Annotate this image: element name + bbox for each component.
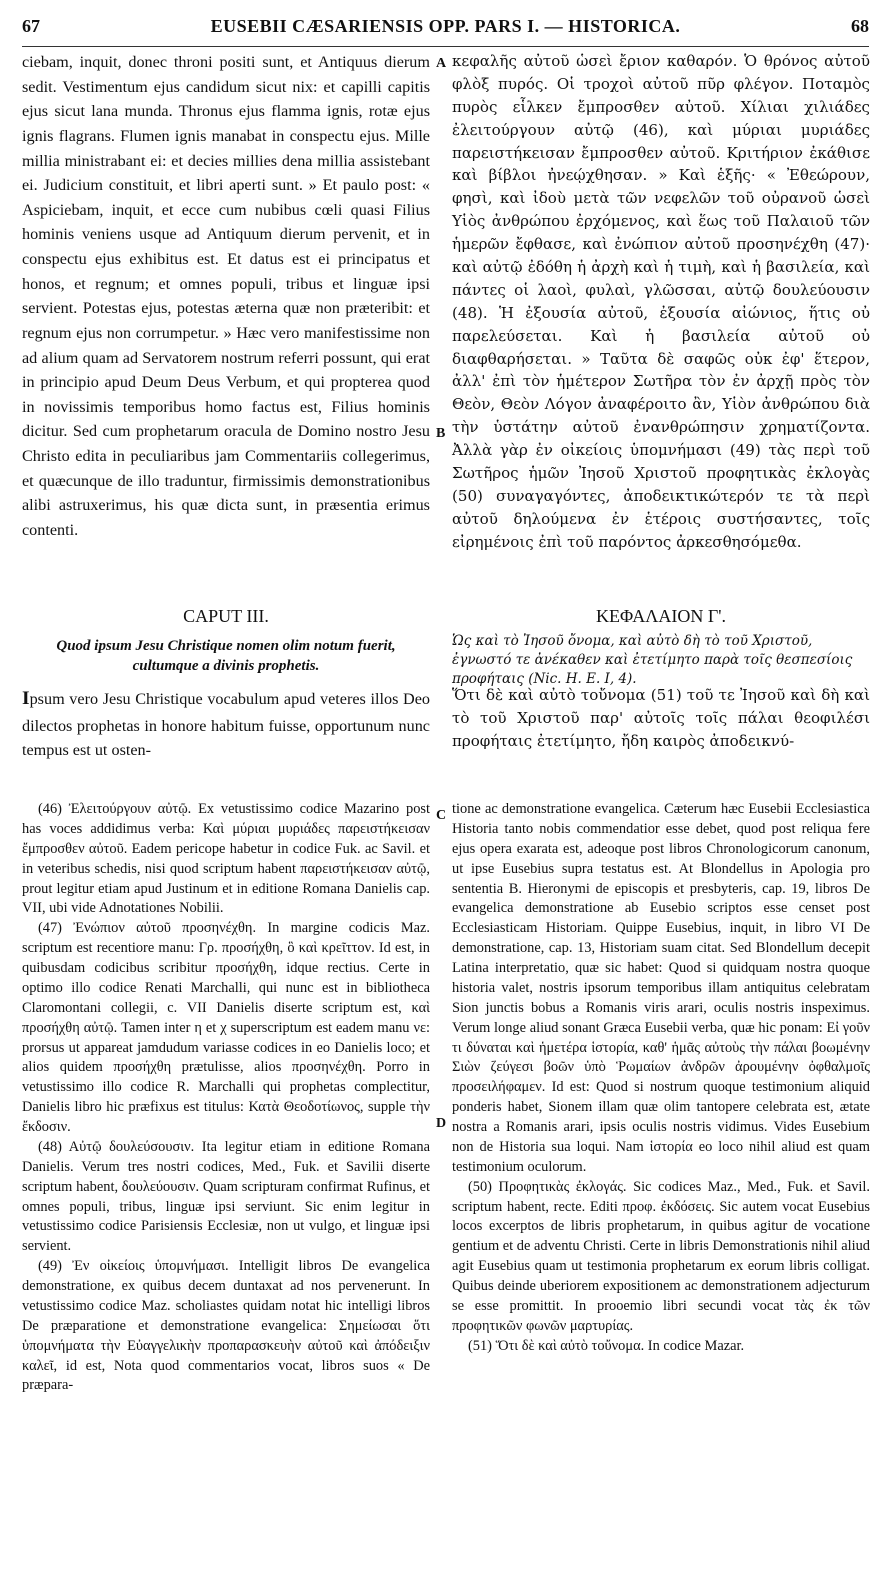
margin-marker-c: C xyxy=(436,808,447,823)
margin-marker-a: A xyxy=(436,56,447,71)
footnote-47: (47) Ἐνώπιον αὐτοῦ προσηνέχθη. In margine codicis Maz. scriptum est recentiore manu: Γρ. προσήχθη, ὃ καὶ κρεῖττον. Id est, in quibusdam codicibus scribitur προσήχθη, idque rectius. Certe in optimo illo codice Renati Marchalli, qui nunc est in bibliotheca Claromontani collegii, c. VII Danielis diserte scriptum est, καὶ προσήχθη αὐτῷ. Tamen inter η et χ superscriptum est eadem manu νε: prorsus ut appareat jamdudum variasse codices in eo Danielis loco; et alios quidem προσήχθη prætulisse, alios προσηνέχθη. Porro in vetustissimo illo codice R. Marchalli qui prophetas complectitur, Danielis libro hic præfixus est titulus: Κατὰ Θεοδοτίωνος, supple τὴν ἔκδοσιν. xyxy=(22,920,430,1135)
footnote-50: (50) Προφητικὰς ἐκλογάς. Sic codices Maz., Med., Fuk. et Savil. scriptum habent, recte. Editi προφ. ἐκδόσεις. Sic autem vocat Eusebius locos excerptos de libris prophetarum, in quibus agitur de vocatione gentium et de adventu Christi. Certe in libris Demonstrationis nihil aliud agit Eusebius quam ut testimonia prophetarum ex eorum libris colligat. Quibus deinde uberiorem expositionem ac demonstrationem adjecturum se esse promittit. In prooemio libri secundi vocat τὰς ἐκ τῶν προφητικῶν φωνῶν μαρτυρίας. xyxy=(452,1178,870,1334)
caput-body-greek xyxy=(452,684,870,753)
footnote-48: (48) Αὐτῷ δουλεύσουσιν. Ita legitur etiam in editione Romana Danielis. Verum tres nostri codices, Med., Fuk. et Savilii diserte scriptum habent, δουλεύουσιν. Quam scripturam confirmat Rufinus, et omnes populi, tribus, linguæ ipsi serviunt. Sic enim legitur in vetustissimo codice Parisiensis Ecclesiæ, non ut vulgo, et linguæ ipsi servient. xyxy=(22,1138,430,1255)
latin-paragraph: ciebam, inquit, donec throni positi sunt, et Antiquus dierum sedit. Vestimentum ejus candidum sicut nix: et capilli capitis ejus sicut lana munda. Thronus ejus flamma ignis, rotæ ejus ignis flagrans. Flumen ignis manabat in conspectu ejus. Mille millia ministrabant ei: et decies millies dena millia assistebant ei. Judicium constituit, et libri aperti sunt. » Et paulo post: « Aspiciebam, inquit, et ecce cum nubibus cœli quasi Filius hominis veniens usque ad Antiquum dierum pervenit, et in conspectu ejus exhibitus est. Et datus est ei principatus et honos, et regnum; et omnes populi, tribus et linguæ ipsi servient. Potestas ejus, potestas æterna quæ non præteribit: et regnum ejus non corrumpetur. » Hæc vero manifestissime non ad alium quam ad Servatorem nostrum referri possunt, qui erat in principio apud Deum Deus Verbum, et qui propterea quod in novissimis temporibus homo factus est, Filius hominis dicitur. Sed cum prophetarum oracula de Domino nostro Jesu Christo edita in peculiaribus jam Commentariis collegerimus, et quæcunque de illo traduntur, firmissimis demonstrationibus alibi astruxerimus, his quæ dicta sunt, in præsentia erimus contenti. xyxy=(22,53,430,539)
footnotes-right xyxy=(452,800,870,1357)
caput-body-latin-text: psum vero Jesu Christique vocabulum apud veteres illos Deo dilectos prophetas in honore habitum fuisse, opportunum nunc tempus est ut osten- xyxy=(22,690,430,760)
footnote-49-continued: tione ac demonstratione evangelica. Cæterum hæc Eusebii Ecclesiastica Historia tanto nobis commendatior esse debet, quod post reliqua fere ejus opera exarata est, adeoque post libros Chronologicorum canonum, ut ipse Eusebius supra testatus est. At Blondellus in Apologia pro sententia B. Hieronymi de episcopis et presbyteris, cap. 19, libros De evangelica demonstratione ab Eusebio scriptos esse censet post Ecclesiasticam Historiam. Quippe Eusebius, inquit, in libro VI De demonstratione, cap. 13, Historiam suam citat. Sed Blondellum decepit Latina interpretatio, quæ sic habet: Quod si quidquam nostra quoque historia valet, nostris ipsorum temporibus illam antiquitus celebratam Sion junctis bobus a Romanis viris arari, oculis nostris inspeximus. Verum longe aliud sonant Græca Eusebii verba, quæ hic ponam: Εἰ γοῦν τι δύναται καὶ ἡμετέρα ἱστορία, καθ' ἡμᾶς αὐτοὺς τὴν πάλαι βοωμένην Σιὼν ζεύγεσι βοῶν ὑπὸ Ῥωμαίων ἀνδρῶν ἀρουμένην ὀφθαλμοῖς προσειλήφαμεν. Id est: Quod si nostrum quoque testimonium aliquid ponderis habet, Sionem illam quæ olim tantopere celebrata est, ætate nostra a Romanis arari, ipsis oculis nostris vidimus. Vides Eusebium non de Historia sua loqui. Nam ἱστορία eo loco nihil aliud est quam testimonium oculorum. xyxy=(452,801,870,1175)
footnotes-left xyxy=(22,800,430,1396)
caput-heading-latin: CAPUT III. xyxy=(183,606,269,626)
drop-cap: I xyxy=(22,688,30,709)
caput-subtitle-latin: Quod ipsum Jesu Christique nomen olim notum fuerit, cultumque a divinis prophetis. xyxy=(56,638,396,675)
margin-marker-d: D xyxy=(436,1116,447,1131)
caput-subtitle-greek: Ὡς καὶ τὸ Ἰησοῦ ὄνομα, καὶ αὐτὸ δὴ τὸ τοῦ Χριστοῦ, ἐγνωστό τε ἀνέκαθεν καὶ ἐτετίμητο παρὰ τοῖς θεσπεσίοις προφήταις (Nic. H. E. I, 4). xyxy=(452,633,853,687)
running-title: EUSEBII CÆSARIENSIS OPP. PARS I. — HISTORICA. xyxy=(210,16,681,36)
caput-body-latin xyxy=(22,684,430,763)
left-page-number: 67 xyxy=(22,16,40,36)
latin-text-top xyxy=(22,50,430,543)
caput-heading-greek: ΚΕΦΑΛΑΙΟΝ Γ'. xyxy=(596,606,726,626)
right-page-number: 68 xyxy=(850,16,869,36)
page-header xyxy=(22,16,869,47)
greek-text-top xyxy=(452,50,870,554)
footnote-46: (46) Ἐλειτούργουν αὐτῷ. Ex vetustissimo codice Mazarino post has voces addidimus verba: Καὶ μύριαι μυριάδες παρειστήκεισαν ἔμπροσθεν αὐτοῦ. Eadem pericope habetur in codice Fuk. ac Savil. et in veteribus schedis, nisi quod scriptum habent παρειστήκεισαν αὐτῷ, prout legitur etiam apud Justinum et in editione Romana Danielis cap. VII, ubi vide Adnotationes Nobilii. xyxy=(22,801,430,917)
greek-paragraph: κεφαλῆς αὐτοῦ ὡσεὶ ἔριον καθαρόν. Ὁ θρόνος αὐτοῦ φλὸξ πυρός. Οἱ τροχοὶ αὐτοῦ πῦρ φλέγον. Ποταμὸς πυρὸς εἷλκεν ἔμπροσθεν αὐτοῦ. Χίλιαι χιλιάδες ἐλειτούργουν αὐτῷ (46), καὶ μύριαι μυριάδες παρειστήκεισαν ἔμπροσθεν αὐτοῦ. Κριτήριον ἐκάθισε καὶ βίβλοι ἠνεῴχθησαν. » Καὶ ἑξῆς· « Ἐθεώρουν, φησὶ, καὶ ἰδοὺ μετὰ τῶν νεφελῶν τοῦ οὐρανοῦ ὡσεὶ Υἱὸς ἀνθρώπου ἐρχόμενος, καὶ ἕως τοῦ Παλαιοῦ τῶν ἡμερῶν ἔφθασε, καὶ ἐνώπιον αὐτοῦ προσηνέχθη (47)· καὶ αὐτῷ ἐδόθη ἡ ἀρχὴ καὶ ἡ τιμὴ, καὶ ἡ βασιλεία, καὶ πάντες οἱ λαοὶ, φυλαὶ, γλῶσσαι, αὐτῷ δουλεύουσιν (48). Ἡ ἐξουσία αὐτοῦ, ἐξουσία αἰώνιος, ἥτις οὐ παρελεύσεται. Καὶ ἡ βασιλεία αὐτοῦ οὐ διαφθαρήσεται. » Ταῦτα δὲ σαφῶς οὐκ ἐφ' ἕτερον, ἀλλ' ἐπὶ τὸν ἡμέτερον Σωτῆρα τὸν ἐν ἀρχῇ πρὸς τὸν Θεὸν, Θεὸν Λόγον ἀναφέροιτο ἂν, Υἱὸν ἀνθρώπου διὰ τὴν ὑστάτην αὐτοῦ ἐνανθρώπησιν χρηματίζοντα. Ἀλλὰ γὰρ ἐν οἰκείοις ὑπομνήμασι (49) τὰς περὶ τοῦ Σωτῆρος ἡμῶν Ἰησοῦ Χριστοῦ προφητικὰς ἐκλογὰς (50) συναγαγόντες, ἀποδεικτικώτερόν τε τὰ περὶ αὐτοῦ δηλούμενα ἐν ἑτέροις συστήσαντες, τοῖς εἰρημένοις ἐπὶ τοῦ παρόντος ἀρκεσθησόμεθα. xyxy=(452,52,870,551)
margin-marker-b: B xyxy=(436,426,446,441)
footnote-49: (49) Ἐν οἰκείοις ὑπομνήμασι. Intelligit libros De evangelica demonstratione, ex quibus decem duntaxat ad nos pervenerunt. In vetustissimo codice Maz. scholiastes quidam notat hic intelligi libros De præparatione et demonstratione evangelica: Σημείωσαι ὅτι ὑπομνήματα τὴν Εὐαγγελικὴν προπαρασκευὴν αὐτοῦ καὶ ἀπόδειξιν καλεῖ, id est, Nota quod commentarios vocat, libros suos « De præpara- xyxy=(22,1258,430,1394)
caput-body-greek-text: Ὅτι δὲ καὶ αὐτὸ τοὔνομα (51) τοῦ τε Ἰησοῦ καὶ δὴ καὶ τὸ τοῦ Χριστοῦ παρ' αὐτοῖς τοῖς πάλαι θεοφιλέσι προφήταις ἐτετίμητο, ἤδη καιρὸς ἀποδεικνύ- xyxy=(452,686,870,750)
footnote-51: (51) Ὅτι δὲ καὶ αὐτὸ τοὔνομα. In codice Mazar. xyxy=(468,1337,745,1354)
